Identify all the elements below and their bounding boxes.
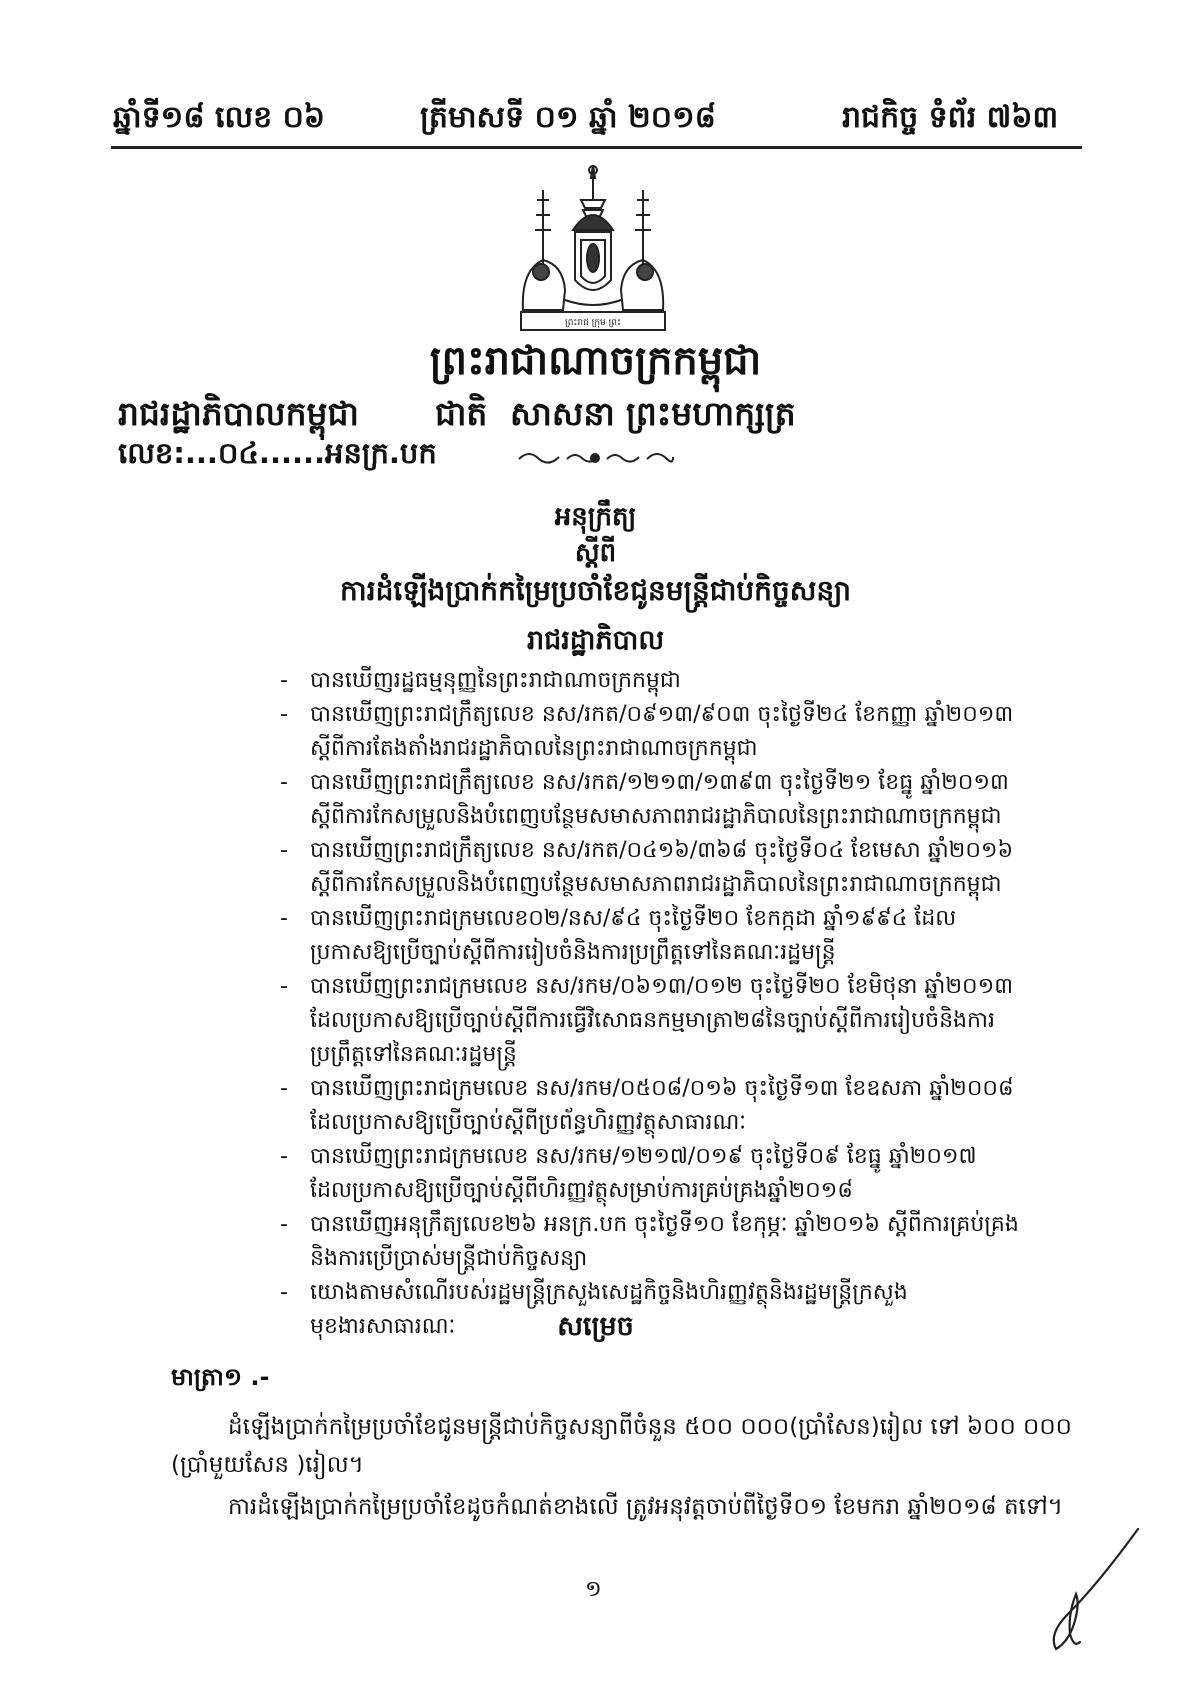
dash-bullet-icon: - bbox=[280, 702, 288, 727]
dash-bullet-icon: - bbox=[280, 1212, 288, 1237]
dash-bullet-icon: - bbox=[280, 770, 288, 795]
kingdom-title: ព្រះរាជាណាចក្រកម្ពុជា bbox=[429, 338, 762, 384]
list-item: - បានឃើញអនុក្រឹត្យលេខ២៦ អនក្រ.បក ចុះថ្ងៃទី១០ ខែកុម្ភៈ ឆ្នាំ២០១៦ ស្តីពីការគ្រប់គ្រងនិងការប្រើប្រាស់មន្ត្រីជាប់កិច្ចសន្យា bbox=[280, 1208, 1020, 1276]
issuing-authority: រាជរដ្ឋាភិបាល bbox=[526, 625, 665, 656]
article-paragraph-2: ការដំឡើងប្រាក់កម្រៃប្រចាំខែដូចកំណត់ខាងលើ ត្រូវអនុវត្តចាប់ពីថ្ងៃទី០១ ខែមករា ឆ្នាំ២០១៨ តទៅ។ bbox=[228, 1494, 1063, 1520]
decision-heading: សម្រេច bbox=[557, 1311, 634, 1342]
list-item: - យោងតាមសំណើរបស់រដ្ឋមន្ត្រីក្រសួងសេដ្ឋកិច្ចនិងហិរញ្ញវត្ថុនិងរដ្ឋមន្ត្រីក្រសួងមុខងារសាធារណៈ bbox=[280, 1276, 1020, 1344]
reference-number: លេខ:...០៤......អនក្រ.បក bbox=[118, 436, 437, 470]
page-number: ១ bbox=[585, 1577, 602, 1602]
article-label: មាត្រា១ .- bbox=[171, 1363, 270, 1391]
gazette-year-issue: ឆ្នាំទី១៨ លេខ ០៦ bbox=[113, 100, 326, 135]
list-item: - បានឃើញព្រះរាជក្រមលេខ នស/រកម/១២១៧/០១៩ ចុះថ្ងៃទី០៩ ខែធ្នូ ឆ្នាំ២០១៧ ដែលប្រកាសឱ្យប្រើច្បាប់ស្តីពីហិរញ្ញវត្ថុសម្រាប់ការគ្រប់គ្រងឆ្នាំ២០១៨ bbox=[280, 1140, 1020, 1208]
document-type: អនុក្រឹត្យ bbox=[554, 502, 637, 532]
list-item: - បានឃើញព្រះរាជក្រមលេខ នស/រកម/០៦១៣/០១២ ចុះថ្ងៃទី២០ ខែមិថុនា ឆ្នាំ២០១៣ ដែលប្រកាសឱ្យប្រើច្បាប់ស្តីពីការធ្វើវិសោធនកម្មមាត្រា២៨នៃច្បាប់ស្តីពីការរៀបចំនិងការប្រព្រឹត្តទៅនៃគណៈរដ្ឋមន្ត្រី bbox=[280, 970, 1020, 1072]
document-subject: ការដំឡើងប្រាក់កម្រៃប្រចាំខែជូនមន្ត្រីជាប់កិច្ចសន្យា bbox=[340, 574, 851, 607]
dash-bullet-icon: - bbox=[280, 668, 288, 693]
list-item: - បានឃើញរដ្ឋធម្មនុញ្ញនៃព្រះរាជាណាចក្រកម្ពុជា bbox=[280, 664, 1020, 698]
article-paragraph-1: ដំឡើងប្រាក់កម្រៃប្រចាំខែជូនមន្ត្រីជាប់កិច្ចសន្យាពីចំនួន ៥០០ ០០០(ប្រាំសែន)រៀល ទៅ ៦០០ ០០០ bbox=[228, 1414, 1072, 1440]
list-item: - បានឃើញព្រះរាជក្រឹត្យលេខ នស/រកត/០៤១៦/៣៦៨ ចុះថ្ងៃទី០៤ ខែមេសា ឆ្នាំ២០១៦ ស្តីពីការកែសម្រួលនិងបំពេញបន្ថែមសមាសភាពរាជរដ្ឋាភិបាលនៃព្រះរាជាណាចក្រកម្ពុជា bbox=[280, 834, 1020, 902]
dash-bullet-icon: - bbox=[280, 1144, 288, 1169]
dash-bullet-icon: - bbox=[280, 974, 288, 999]
title-about: ស្តីពី bbox=[574, 538, 617, 568]
dash-bullet-icon: - bbox=[280, 838, 288, 863]
recitals-list bbox=[280, 664, 1020, 1344]
gazette-page-ref: រាជកិច្ច ទំព័រ ៧៦៣ bbox=[842, 100, 1059, 135]
dash-bullet-icon: - bbox=[280, 906, 288, 931]
list-item: - បានឃើញព្រះរាជក្រមលេខ នស/រកម/០៥០៨/០១៦ ចុះថ្ងៃទី១៣ ខែឧសភា ឆ្នាំ២០០៨ ដែលប្រកាសឱ្យប្រើច្បាប់ស្តីពីប្រព័ន្ធហិរញ្ញវត្ថុសាធារណៈ bbox=[280, 1072, 1020, 1140]
motto-king: ព្រះមហាក្សត្រ bbox=[626, 394, 796, 433]
header-rule bbox=[111, 146, 1082, 149]
dash-bullet-icon: - bbox=[280, 1076, 288, 1101]
article-paragraph-1-cont: (ប្រាំមួយសែន )រៀល។ bbox=[171, 1452, 364, 1478]
ornament-divider-icon bbox=[515, 445, 675, 471]
gazette-quarter: ត្រីមាសទី ០១ ឆ្នាំ ២០១៨ bbox=[420, 100, 716, 135]
list-item: - បានឃើញព្រះរាជក្រឹត្យលេខ នស/រកត/១២១៣/១៣៩៣ ចុះថ្ងៃទី២១ ខែធ្នូ ឆ្នាំ២០១៣ ស្តីពីការកែសម្រួលនិងបំពេញបន្ថែមសមាសភាពរាជរដ្ឋាភិបាលនៃព្រះរាជាណាចក្រកម្ពុជា bbox=[280, 766, 1020, 834]
motto-religion: សាសនា bbox=[510, 394, 615, 433]
list-item: - បានឃើញព្រះរាជក្រឹត្យលេខ នស/រកត/០៩១៣/៩០៣ ចុះថ្ងៃទី២៤ ខែកញ្ញា ឆ្នាំ២០១៣ ស្តីពីការតែងតាំងរាជរដ្ឋាភិបាលនៃព្រះរាជាណាចក្រកម្ពុជា bbox=[280, 698, 1020, 766]
royal-coat-of-arms-icon bbox=[503, 160, 683, 335]
issuer-name: រាជរដ្ឋាភិបាលកម្ពុជា bbox=[118, 394, 359, 433]
list-item: - បានឃើញព្រះរាជក្រមលេខ០២/នស/៩៤ ចុះថ្ងៃទី២០ ខែកក្កដា ឆ្នាំ១៩៩៤ ដែលប្រកាសឱ្យប្រើច្បាប់ស្តីពីការរៀបចំនិងការប្រព្រឹត្តទៅនៃគណៈរដ្ឋមន្ត្រី bbox=[280, 902, 1020, 970]
dash-bullet-icon: - bbox=[280, 1280, 288, 1305]
handwritten-initial-icon bbox=[1028, 1524, 1148, 1654]
motto-nation: ជាតិ bbox=[435, 394, 488, 433]
emblem-banner-text: ព្រះរាជ ក្រុម ព្រះ bbox=[565, 318, 621, 328]
